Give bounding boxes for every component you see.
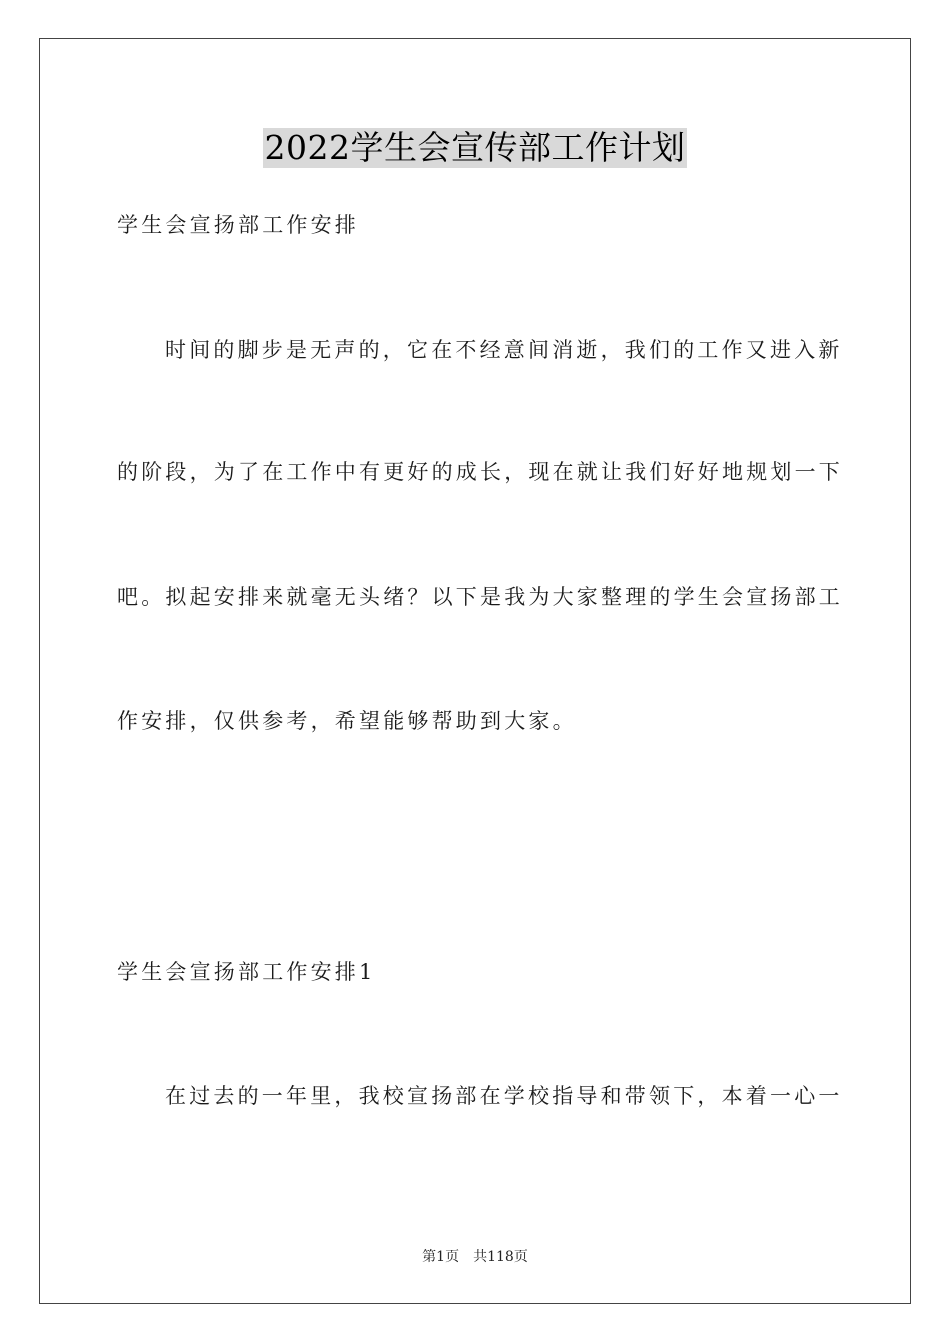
page-total: 共118页 (473, 1249, 528, 1265)
page-footer (0, 1248, 950, 1266)
page-number: 第1页 (422, 1249, 460, 1265)
section-heading: 学生会宣扬部工作安排1 (117, 960, 376, 984)
paragraph-line: 吧。拟起安排来就毫无头绪？以下是我为大家整理的学生会宣扬部工 (117, 585, 843, 609)
paragraph-line: 的阶段，为了在工作中有更好的成长，现在就让我们好好地规划一下 (117, 460, 843, 484)
paragraph-line: 在过去的一年里，我校宣扬部在学校指导和带领下，本着一心一 (165, 1084, 843, 1108)
section-heading: 学生会宣扬部工作安排 (117, 213, 359, 237)
paragraph-line: 时间的脚步是无声的，它在不经意间消逝，我们的工作又进入新 (165, 338, 843, 362)
paragraph-line: 作安排，仅供参考，希望能够帮助到大家。 (117, 709, 577, 733)
document-title: 2022学生会宣传部工作计划 (264, 128, 686, 167)
title-container (0, 128, 950, 168)
